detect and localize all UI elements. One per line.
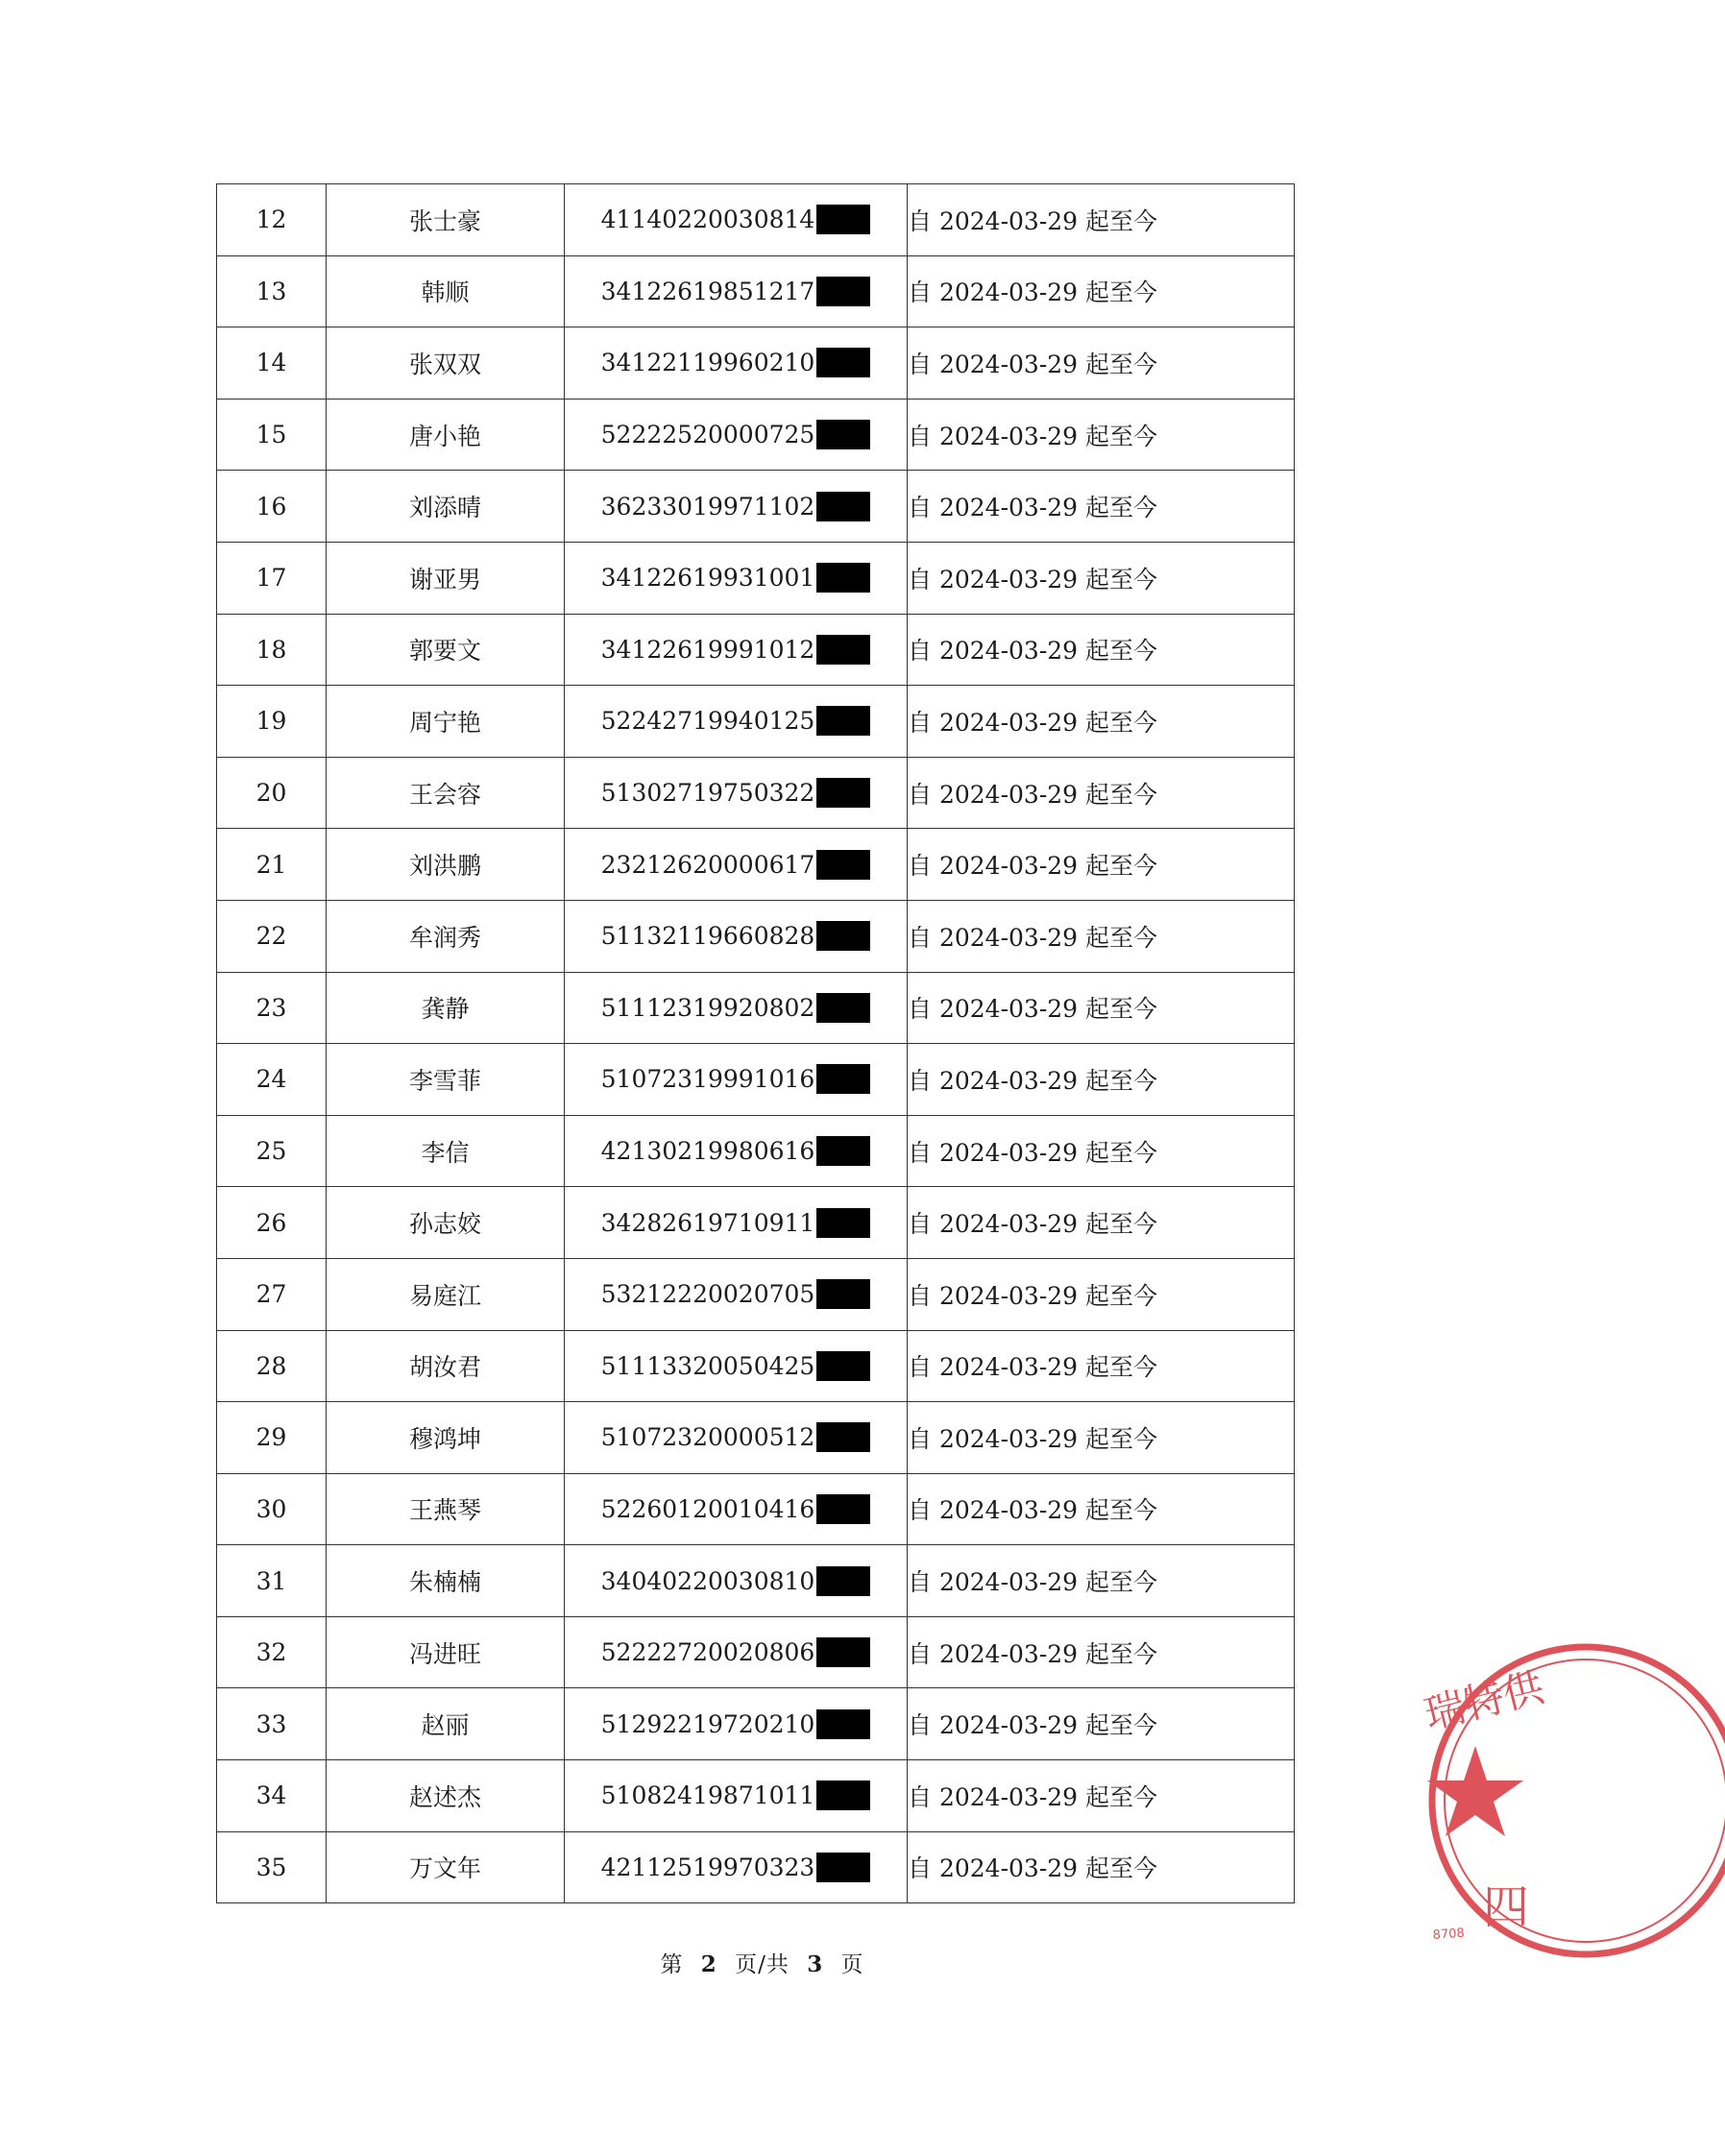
person-name: 牟润秀 (327, 900, 565, 972)
person-name: 万文年 (327, 1831, 565, 1903)
person-name: 龚静 (327, 972, 565, 1044)
id-number-wrap (601, 1279, 871, 1309)
period-text: 自 2024-03-29 起至今 (908, 399, 1295, 471)
person-name: 冯进旺 (327, 1616, 565, 1688)
person-name: 孙志姣 (327, 1187, 565, 1259)
redaction-bar (816, 277, 870, 306)
seal-bottom-text: 四 (1483, 1880, 1530, 1934)
id-number-wrap (601, 1781, 871, 1810)
redaction-bar (816, 1494, 870, 1524)
redaction-bar (816, 1781, 870, 1810)
id-number-visible: 51292219720210 (600, 1709, 815, 1738)
redaction-bar (816, 1422, 870, 1452)
id-number-wrap (601, 1422, 871, 1452)
row-number: 34 (217, 1760, 327, 1832)
footer-current-page: 2 (700, 1951, 717, 1977)
id-number-cell (565, 829, 908, 901)
row-number: 32 (217, 1616, 327, 1688)
table-row (217, 542, 1295, 614)
id-number-visible: 34122619991012 (600, 635, 815, 664)
person-name: 李雪菲 (327, 1044, 565, 1116)
period-text: 自 2024-03-29 起至今 (908, 614, 1295, 686)
id-number-visible: 34122619931001 (600, 564, 815, 593)
company-seal-stamp (1418, 1633, 1725, 1959)
id-number-cell (565, 1760, 908, 1832)
period-text: 自 2024-03-29 起至今 (908, 1044, 1295, 1116)
row-number: 35 (217, 1831, 327, 1903)
period-text: 自 2024-03-29 起至今 (908, 757, 1295, 829)
person-name: 赵丽 (327, 1688, 565, 1760)
table-row (217, 1330, 1295, 1402)
personnel-table (216, 183, 1295, 1903)
id-number-visible: 52222720020806 (600, 1638, 815, 1667)
table-row (217, 1545, 1295, 1617)
period-text: 自 2024-03-29 起至今 (908, 1545, 1295, 1617)
id-number-wrap (601, 1136, 871, 1166)
table-row (217, 1115, 1295, 1187)
id-number-wrap (601, 1351, 871, 1381)
person-name: 张士豪 (327, 184, 565, 256)
id-number-wrap (601, 1064, 871, 1094)
redaction-bar (816, 1064, 870, 1094)
id-number-cell (565, 399, 908, 471)
row-number: 26 (217, 1187, 327, 1259)
id-number-wrap (601, 1853, 871, 1882)
person-name: 穆鸿坤 (327, 1402, 565, 1474)
person-name: 郭要文 (327, 614, 565, 686)
id-number-visible: 51072320000512 (600, 1423, 815, 1452)
period-text: 自 2024-03-29 起至今 (908, 1616, 1295, 1688)
period-text: 自 2024-03-29 起至今 (908, 542, 1295, 614)
id-number-wrap (601, 205, 871, 234)
id-number-cell (565, 471, 908, 543)
table-row (217, 1402, 1295, 1474)
id-number-cell (565, 1616, 908, 1688)
seal-star-icon (1427, 1746, 1523, 1836)
row-number: 16 (217, 471, 327, 543)
row-number: 14 (217, 327, 327, 400)
table-row (217, 1044, 1295, 1116)
id-number-cell (565, 1187, 908, 1259)
table-row (217, 1831, 1295, 1903)
id-number-cell (565, 184, 908, 256)
redaction-bar (816, 205, 870, 234)
id-number-cell (565, 1688, 908, 1760)
period-text: 自 2024-03-29 起至今 (908, 1831, 1295, 1903)
person-name: 唐小艳 (327, 399, 565, 471)
id-number-visible: 34282619710911 (600, 1208, 815, 1237)
personnel-table-body (217, 184, 1295, 1903)
id-number-cell (565, 614, 908, 686)
id-number-wrap (601, 277, 871, 306)
period-text: 自 2024-03-29 起至今 (908, 471, 1295, 543)
person-name: 周宁艳 (327, 686, 565, 758)
id-number-visible: 34122619851217 (600, 277, 815, 305)
period-text: 自 2024-03-29 起至今 (908, 829, 1295, 901)
row-number: 20 (217, 757, 327, 829)
id-number-wrap (601, 1494, 871, 1524)
row-number: 22 (217, 900, 327, 972)
period-text: 自 2024-03-29 起至今 (908, 972, 1295, 1044)
person-name: 胡汝君 (327, 1330, 565, 1402)
redaction-bar (816, 1853, 870, 1882)
seal-code-text: 8708 (1432, 1926, 1466, 1943)
id-number-visible: 34040220030810 (600, 1566, 815, 1595)
redaction-bar (816, 706, 870, 736)
id-number-cell (565, 1330, 908, 1402)
redaction-bar (816, 850, 870, 880)
row-number: 33 (217, 1688, 327, 1760)
id-number-wrap (601, 635, 871, 665)
row-number: 17 (217, 542, 327, 614)
id-number-cell (565, 900, 908, 972)
table-row (217, 1258, 1295, 1330)
person-name: 赵述杰 (327, 1760, 565, 1832)
row-number: 29 (217, 1402, 327, 1474)
period-text: 自 2024-03-29 起至今 (908, 184, 1295, 256)
period-text: 自 2024-03-29 起至今 (908, 900, 1295, 972)
table-row (217, 1473, 1295, 1545)
row-number: 21 (217, 829, 327, 901)
id-number-cell (565, 1402, 908, 1474)
id-number-cell (565, 1044, 908, 1116)
table-row (217, 1760, 1295, 1832)
id-number-wrap (601, 420, 871, 449)
row-number: 24 (217, 1044, 327, 1116)
row-number: 28 (217, 1330, 327, 1402)
page-footer (0, 1947, 1524, 1978)
id-number-wrap (601, 1566, 871, 1596)
row-number: 31 (217, 1545, 327, 1617)
redaction-bar (816, 1566, 870, 1596)
redaction-bar (816, 993, 870, 1023)
id-number-cell (565, 1545, 908, 1617)
id-number-visible: 41140220030814 (600, 206, 815, 234)
table-row (217, 1688, 1295, 1760)
row-number: 23 (217, 972, 327, 1044)
period-text: 自 2024-03-29 起至今 (908, 255, 1295, 327)
person-name: 李信 (327, 1115, 565, 1187)
redaction-bar (816, 348, 870, 377)
period-text: 自 2024-03-29 起至今 (908, 1258, 1295, 1330)
table-row (217, 399, 1295, 471)
period-text: 自 2024-03-29 起至今 (908, 1402, 1295, 1474)
table-row (217, 900, 1295, 972)
person-name: 易庭江 (327, 1258, 565, 1330)
footer-suffix: 页 (840, 1952, 864, 1977)
redaction-bar (816, 492, 870, 521)
table-row (217, 686, 1295, 758)
redaction-bar (816, 635, 870, 665)
id-number-cell (565, 686, 908, 758)
person-name: 王会容 (327, 757, 565, 829)
id-number-cell (565, 542, 908, 614)
period-text: 自 2024-03-29 起至今 (908, 1760, 1295, 1832)
table-row (217, 972, 1295, 1044)
redaction-bar (816, 1709, 870, 1739)
id-number-visible: 51112319920802 (600, 993, 815, 1022)
table-row (217, 614, 1295, 686)
redaction-bar (816, 921, 870, 951)
period-text: 自 2024-03-29 起至今 (908, 1115, 1295, 1187)
redaction-bar (816, 1279, 870, 1309)
row-number: 30 (217, 1473, 327, 1545)
id-number-cell (565, 1115, 908, 1187)
id-number-cell (565, 255, 908, 327)
id-number-cell (565, 972, 908, 1044)
redaction-bar (816, 778, 870, 808)
redaction-bar (816, 1208, 870, 1238)
id-number-visible: 51113320050425 (600, 1351, 815, 1380)
id-number-cell (565, 1473, 908, 1545)
row-number: 19 (217, 686, 327, 758)
period-text: 自 2024-03-29 起至今 (908, 1187, 1295, 1259)
period-text: 自 2024-03-29 起至今 (908, 1688, 1295, 1760)
id-number-visible: 23212620000617 (600, 850, 815, 879)
table-row (217, 1616, 1295, 1688)
id-number-visible: 51082419871011 (600, 1781, 815, 1810)
id-number-wrap (601, 993, 871, 1023)
id-number-visible: 51132119660828 (600, 922, 815, 951)
id-number-wrap (601, 563, 871, 593)
person-name: 朱楠楠 (327, 1545, 565, 1617)
period-text: 自 2024-03-29 起至今 (908, 1330, 1295, 1402)
id-number-visible: 42130219980616 (600, 1137, 815, 1166)
id-number-wrap (601, 850, 871, 880)
row-number: 25 (217, 1115, 327, 1187)
id-number-cell (565, 757, 908, 829)
row-number: 27 (217, 1258, 327, 1330)
id-number-cell (565, 327, 908, 400)
id-number-wrap (601, 706, 871, 736)
id-number-visible: 51072319991016 (600, 1065, 815, 1094)
table-row (217, 757, 1295, 829)
id-number-wrap (601, 1709, 871, 1739)
id-number-visible: 52242719940125 (600, 707, 815, 736)
redaction-bar (816, 1136, 870, 1166)
seal-arc-text: 瑞特供 (1420, 1663, 1549, 1739)
id-number-visible: 42112519970323 (600, 1853, 815, 1881)
person-name: 谢亚男 (327, 542, 565, 614)
table-row (217, 829, 1295, 901)
row-number: 18 (217, 614, 327, 686)
id-number-wrap (601, 492, 871, 521)
footer-total-pages: 3 (807, 1951, 824, 1977)
id-number-wrap (601, 778, 871, 808)
table-row (217, 1187, 1295, 1259)
id-number-visible: 53212220020705 (600, 1280, 815, 1309)
person-name: 刘洪鹏 (327, 829, 565, 901)
id-number-visible: 36233019971102 (600, 492, 815, 521)
id-number-visible: 34122119960210 (600, 349, 815, 377)
table-row (217, 184, 1295, 256)
id-number-cell (565, 1831, 908, 1903)
table-row (217, 327, 1295, 400)
period-text: 自 2024-03-29 起至今 (908, 1473, 1295, 1545)
table-row (217, 255, 1295, 327)
row-number: 13 (217, 255, 327, 327)
redaction-bar (816, 1351, 870, 1381)
person-name: 刘添晴 (327, 471, 565, 543)
footer-prefix: 第 (660, 1952, 684, 1977)
id-number-visible: 52222520000725 (600, 421, 815, 449)
redaction-bar (816, 563, 870, 593)
id-number-wrap (601, 348, 871, 377)
id-number-wrap (601, 1637, 871, 1667)
person-name: 王燕琴 (327, 1473, 565, 1545)
footer-middle: 页/共 (735, 1952, 790, 1977)
period-text: 自 2024-03-29 起至今 (908, 327, 1295, 400)
redaction-bar (816, 1637, 870, 1667)
row-number: 12 (217, 184, 327, 256)
id-number-visible: 51302719750322 (600, 779, 815, 808)
id-number-wrap (601, 1208, 871, 1238)
table-row (217, 471, 1295, 543)
redaction-bar (816, 420, 870, 449)
person-name: 韩顺 (327, 255, 565, 327)
person-name: 张双双 (327, 327, 565, 400)
id-number-wrap (601, 921, 871, 951)
id-number-cell (565, 1258, 908, 1330)
period-text: 自 2024-03-29 起至今 (908, 686, 1295, 758)
id-number-visible: 52260120010416 (600, 1494, 815, 1523)
row-number: 15 (217, 399, 327, 471)
